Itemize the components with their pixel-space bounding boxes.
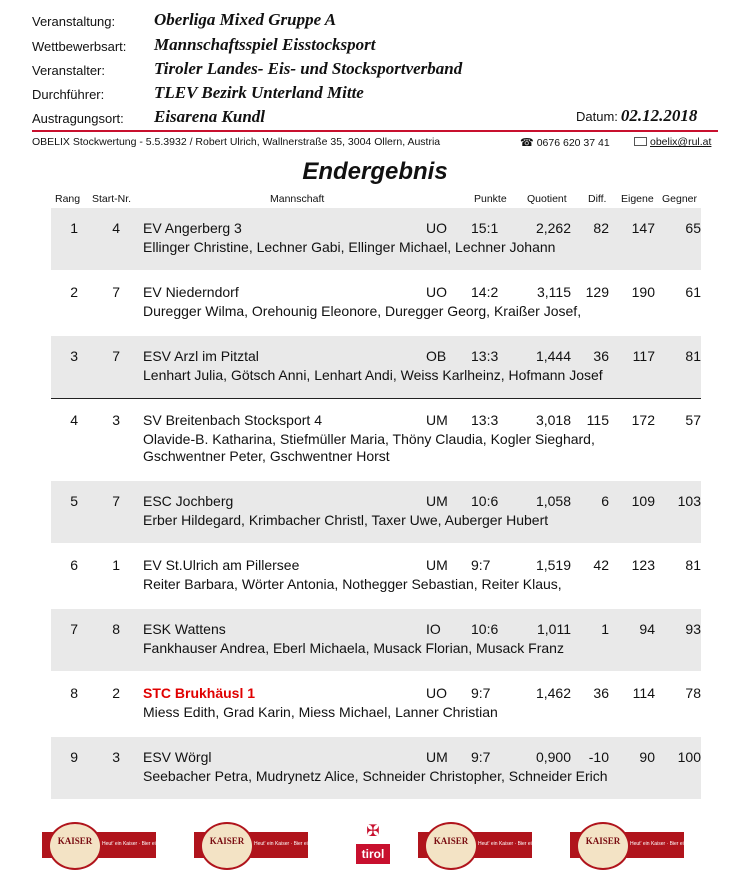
player-list xyxy=(143,431,595,465)
cell-team: EV Angerberg 3 xyxy=(143,220,242,236)
player-list xyxy=(143,367,603,384)
cell-punkte: 10:6 xyxy=(471,621,499,637)
cell-diff: 129 xyxy=(585,284,609,300)
cell-diff: 82 xyxy=(593,220,609,236)
cell-eigene: 114 xyxy=(632,685,655,701)
page-title: Endergebnis xyxy=(302,158,448,185)
table-row xyxy=(51,545,701,607)
kaiser-logo: KAISER Heut' ein Kaiser · Bier ein Kaiser xyxy=(42,822,156,866)
header-divider xyxy=(32,130,718,132)
cell-gegner: 103 xyxy=(677,493,701,509)
table-row xyxy=(51,673,701,735)
email-info[interactable] xyxy=(634,136,711,148)
cell-group: OB xyxy=(426,348,447,364)
cell-start: 3 xyxy=(112,749,120,765)
cell-team: ESV Wörgl xyxy=(143,749,212,765)
cell-eigene: 117 xyxy=(632,348,655,364)
austragungsort-value: Eisarena Kundl xyxy=(154,107,266,126)
cell-quotient: 1,444 xyxy=(535,348,571,364)
table-row xyxy=(51,737,701,799)
col-header-punkte: Punkte xyxy=(474,193,507,205)
table-row xyxy=(51,609,701,671)
cell-group: UO xyxy=(426,284,447,300)
cell-quotient: 1,462 xyxy=(535,685,571,701)
cell-start: 7 xyxy=(112,284,120,300)
cell-diff: 36 xyxy=(593,348,609,364)
kaiser-logo: KAISER Heut' ein Kaiser · Bier ein Kaiser xyxy=(418,822,532,866)
kaiser-logo: KAISER Heut' ein Kaiser · Bier ein Kaiser xyxy=(194,822,308,866)
austragungsort-label: Austragungsort: xyxy=(32,111,124,126)
col-header-eigene: Eigene xyxy=(621,193,654,205)
player-list xyxy=(143,303,581,320)
cell-quotient: 1,011 xyxy=(537,621,571,637)
player-list xyxy=(143,239,555,256)
veranstalter-value: Tiroler Landes- Eis- und Stocksportverband xyxy=(154,59,463,78)
player-line: Reiter Barbara, Wörter Antonia, Nothegger Sebastian, Reiter Klaus, xyxy=(143,576,562,592)
durchfuehrer-value: TLEV Bezirk Unterland Mitte xyxy=(154,83,364,102)
veranstaltung-value: Oberliga Mixed Gruppe A xyxy=(154,10,337,29)
veranstaltung-label: Veranstaltung: xyxy=(32,14,116,29)
cell-team: EV Niederndorf xyxy=(143,284,239,300)
player-list xyxy=(143,704,498,721)
cell-start: 1 xyxy=(112,557,120,573)
cell-quotient: 3,018 xyxy=(535,412,571,428)
cell-group: UM xyxy=(426,412,448,428)
cell-punkte: 9:7 xyxy=(471,685,491,701)
cell-rang: 6 xyxy=(70,557,78,573)
cell-gegner: 65 xyxy=(685,220,701,236)
wettbewerbsart-value: Mannschaftsspiel Eisstocksport xyxy=(154,35,376,54)
cell-punkte: 13:3 xyxy=(471,412,499,428)
col-header-start: Start-Nr. xyxy=(92,193,132,205)
cell-quotient: 1,058 xyxy=(535,493,571,509)
durchfuehrer-label: Durchführer: xyxy=(32,87,105,102)
cell-gegner: 57 xyxy=(685,412,701,428)
cell-quotient: 1,519 xyxy=(535,557,571,573)
cell-rang: 1 xyxy=(70,220,78,236)
player-line: Olavide-B. Katharina, Stiefmüller Maria, Thöny Claudia, Kogler Sieghard, xyxy=(143,431,595,447)
table-row xyxy=(51,400,701,480)
software-info: OBELIX Stockwertung - 5.5.3932 / Robert Ulrich, Wallnerstraße 35, 3004 Ollern, Austria xyxy=(32,136,441,148)
player-line: Ellinger Christine, Lechner Gabi, Ellinger Michael, Lechner Johann xyxy=(143,239,556,255)
cell-eigene: 123 xyxy=(631,557,655,573)
cell-rang: 2 xyxy=(70,284,78,300)
cell-eigene: 190 xyxy=(631,284,655,300)
cell-team: ESC Jochberg xyxy=(143,493,234,509)
veranstalter-label: Veranstalter: xyxy=(32,63,105,78)
cell-diff: 42 xyxy=(593,557,609,573)
cell-quotient: 3,115 xyxy=(537,284,571,300)
cell-diff: 115 xyxy=(586,412,609,428)
cell-group: UM xyxy=(426,749,448,765)
player-line: Duregger Wilma, Orehounig Eleonore, Duregger Georg, Kraißer Josef, xyxy=(143,303,582,319)
cell-punkte: 9:7 xyxy=(471,557,491,573)
cell-punkte: 14:2 xyxy=(471,284,499,300)
cell-team: SV Breitenbach Stocksport 4 xyxy=(143,412,322,428)
cell-punkte: 9:7 xyxy=(471,749,491,765)
phone-number: 0676 620 37 41 xyxy=(536,137,610,149)
cell-start: 2 xyxy=(112,685,120,701)
mail-icon xyxy=(634,137,647,146)
player-line: Erber Hildegard, Krimbacher Christl, Taxer Uwe, Auberger Hubert xyxy=(143,512,549,528)
cell-group: UM xyxy=(426,493,448,509)
player-line: Gschwentner Peter, Gschwentner Horst xyxy=(143,448,390,464)
wettbewerbsart-label: Wettbewerbsart: xyxy=(32,39,127,54)
cell-gegner: 100 xyxy=(677,749,701,765)
col-header-mannschaft: Mannschaft xyxy=(270,193,325,205)
cell-team: EV St.Ulrich am Pillersee xyxy=(143,557,300,573)
cell-eigene: 147 xyxy=(631,220,655,236)
cell-punkte: 15:1 xyxy=(471,220,499,236)
tirol-logo: ✠ tirol xyxy=(356,822,390,866)
col-header-diff: Diff. xyxy=(588,193,607,205)
player-list xyxy=(143,768,608,785)
player-line: Miess Edith, Grad Karin, Miess Michael, Lanner Christian xyxy=(143,704,498,720)
cell-diff: 36 xyxy=(593,685,609,701)
phone-info xyxy=(520,136,610,149)
cell-start: 7 xyxy=(112,348,120,364)
cell-quotient: 2,262 xyxy=(535,220,571,236)
player-line: Seebacher Petra, Mudrynetz Alice, Schneider Christopher, Schneider Erich xyxy=(143,768,608,784)
cell-start: 3 xyxy=(112,412,120,428)
datum xyxy=(576,106,697,126)
col-header-gegner: Gegner xyxy=(662,193,698,205)
cell-punkte: 13:3 xyxy=(471,348,499,364)
cell-rang: 5 xyxy=(70,493,78,509)
cell-group: UO xyxy=(426,685,447,701)
player-list xyxy=(143,576,562,593)
cell-eigene: 94 xyxy=(639,621,655,637)
cell-group: UO xyxy=(426,220,447,236)
cell-diff: -10 xyxy=(588,749,609,765)
player-list xyxy=(143,640,564,657)
cell-group: UM xyxy=(426,557,448,573)
eagle-icon: ✠ xyxy=(366,823,380,840)
cell-group: IO xyxy=(426,621,441,637)
cell-diff: 6 xyxy=(601,493,609,509)
cell-gegner: 78 xyxy=(685,685,701,701)
datum-label: Datum: xyxy=(576,109,618,124)
player-list xyxy=(143,512,548,529)
cell-eigene: 90 xyxy=(639,749,655,765)
cell-rang: 4 xyxy=(70,412,78,428)
table-row xyxy=(51,208,701,270)
cell-rang: 7 xyxy=(70,621,78,637)
col-header-rang: Rang xyxy=(55,193,81,205)
kaiser-logo: KAISER Heut' ein Kaiser · Bier ein Kaiser xyxy=(570,822,684,866)
cell-quotient: 0,900 xyxy=(535,749,571,765)
cell-rang: 3 xyxy=(70,348,78,364)
cell-team: ESK Wattens xyxy=(143,621,226,637)
cell-start: 7 xyxy=(112,493,120,509)
cell-eigene: 109 xyxy=(631,493,655,509)
player-line: Lenhart Julia, Götsch Anni, Lenhart Andi, Weiss Karlheinz, Hofmann Josef xyxy=(143,367,603,383)
col-header-quotient: Quotient xyxy=(527,193,567,205)
cell-start: 8 xyxy=(112,621,120,637)
cell-gegner: 81 xyxy=(685,348,701,364)
phone-icon: ☎ xyxy=(520,137,534,149)
cell-start: 4 xyxy=(112,220,120,236)
cell-eigene: 172 xyxy=(631,412,655,428)
email-link[interactable]: obelix@rul.at xyxy=(650,136,712,148)
cell-rang: 9 xyxy=(70,749,78,765)
cell-gegner: 81 xyxy=(685,557,701,573)
player-line: Fankhauser Andrea, Eberl Michaela, Musack Florian, Musack Franz xyxy=(143,640,564,656)
cell-team: STC Brukhäusl 1 xyxy=(143,685,256,701)
table-divider xyxy=(51,398,701,399)
cell-punkte: 10:6 xyxy=(471,493,499,509)
cell-team: ESV Arzl im Pitztal xyxy=(143,348,259,364)
cell-rang: 8 xyxy=(70,685,78,701)
cell-gegner: 61 xyxy=(685,284,701,300)
cell-diff: 1 xyxy=(601,621,609,637)
table-row xyxy=(51,272,701,334)
table-row xyxy=(51,481,701,543)
cell-gegner: 93 xyxy=(685,621,701,637)
datum-value: 02.12.2018 xyxy=(620,106,698,125)
table-row xyxy=(51,336,701,398)
